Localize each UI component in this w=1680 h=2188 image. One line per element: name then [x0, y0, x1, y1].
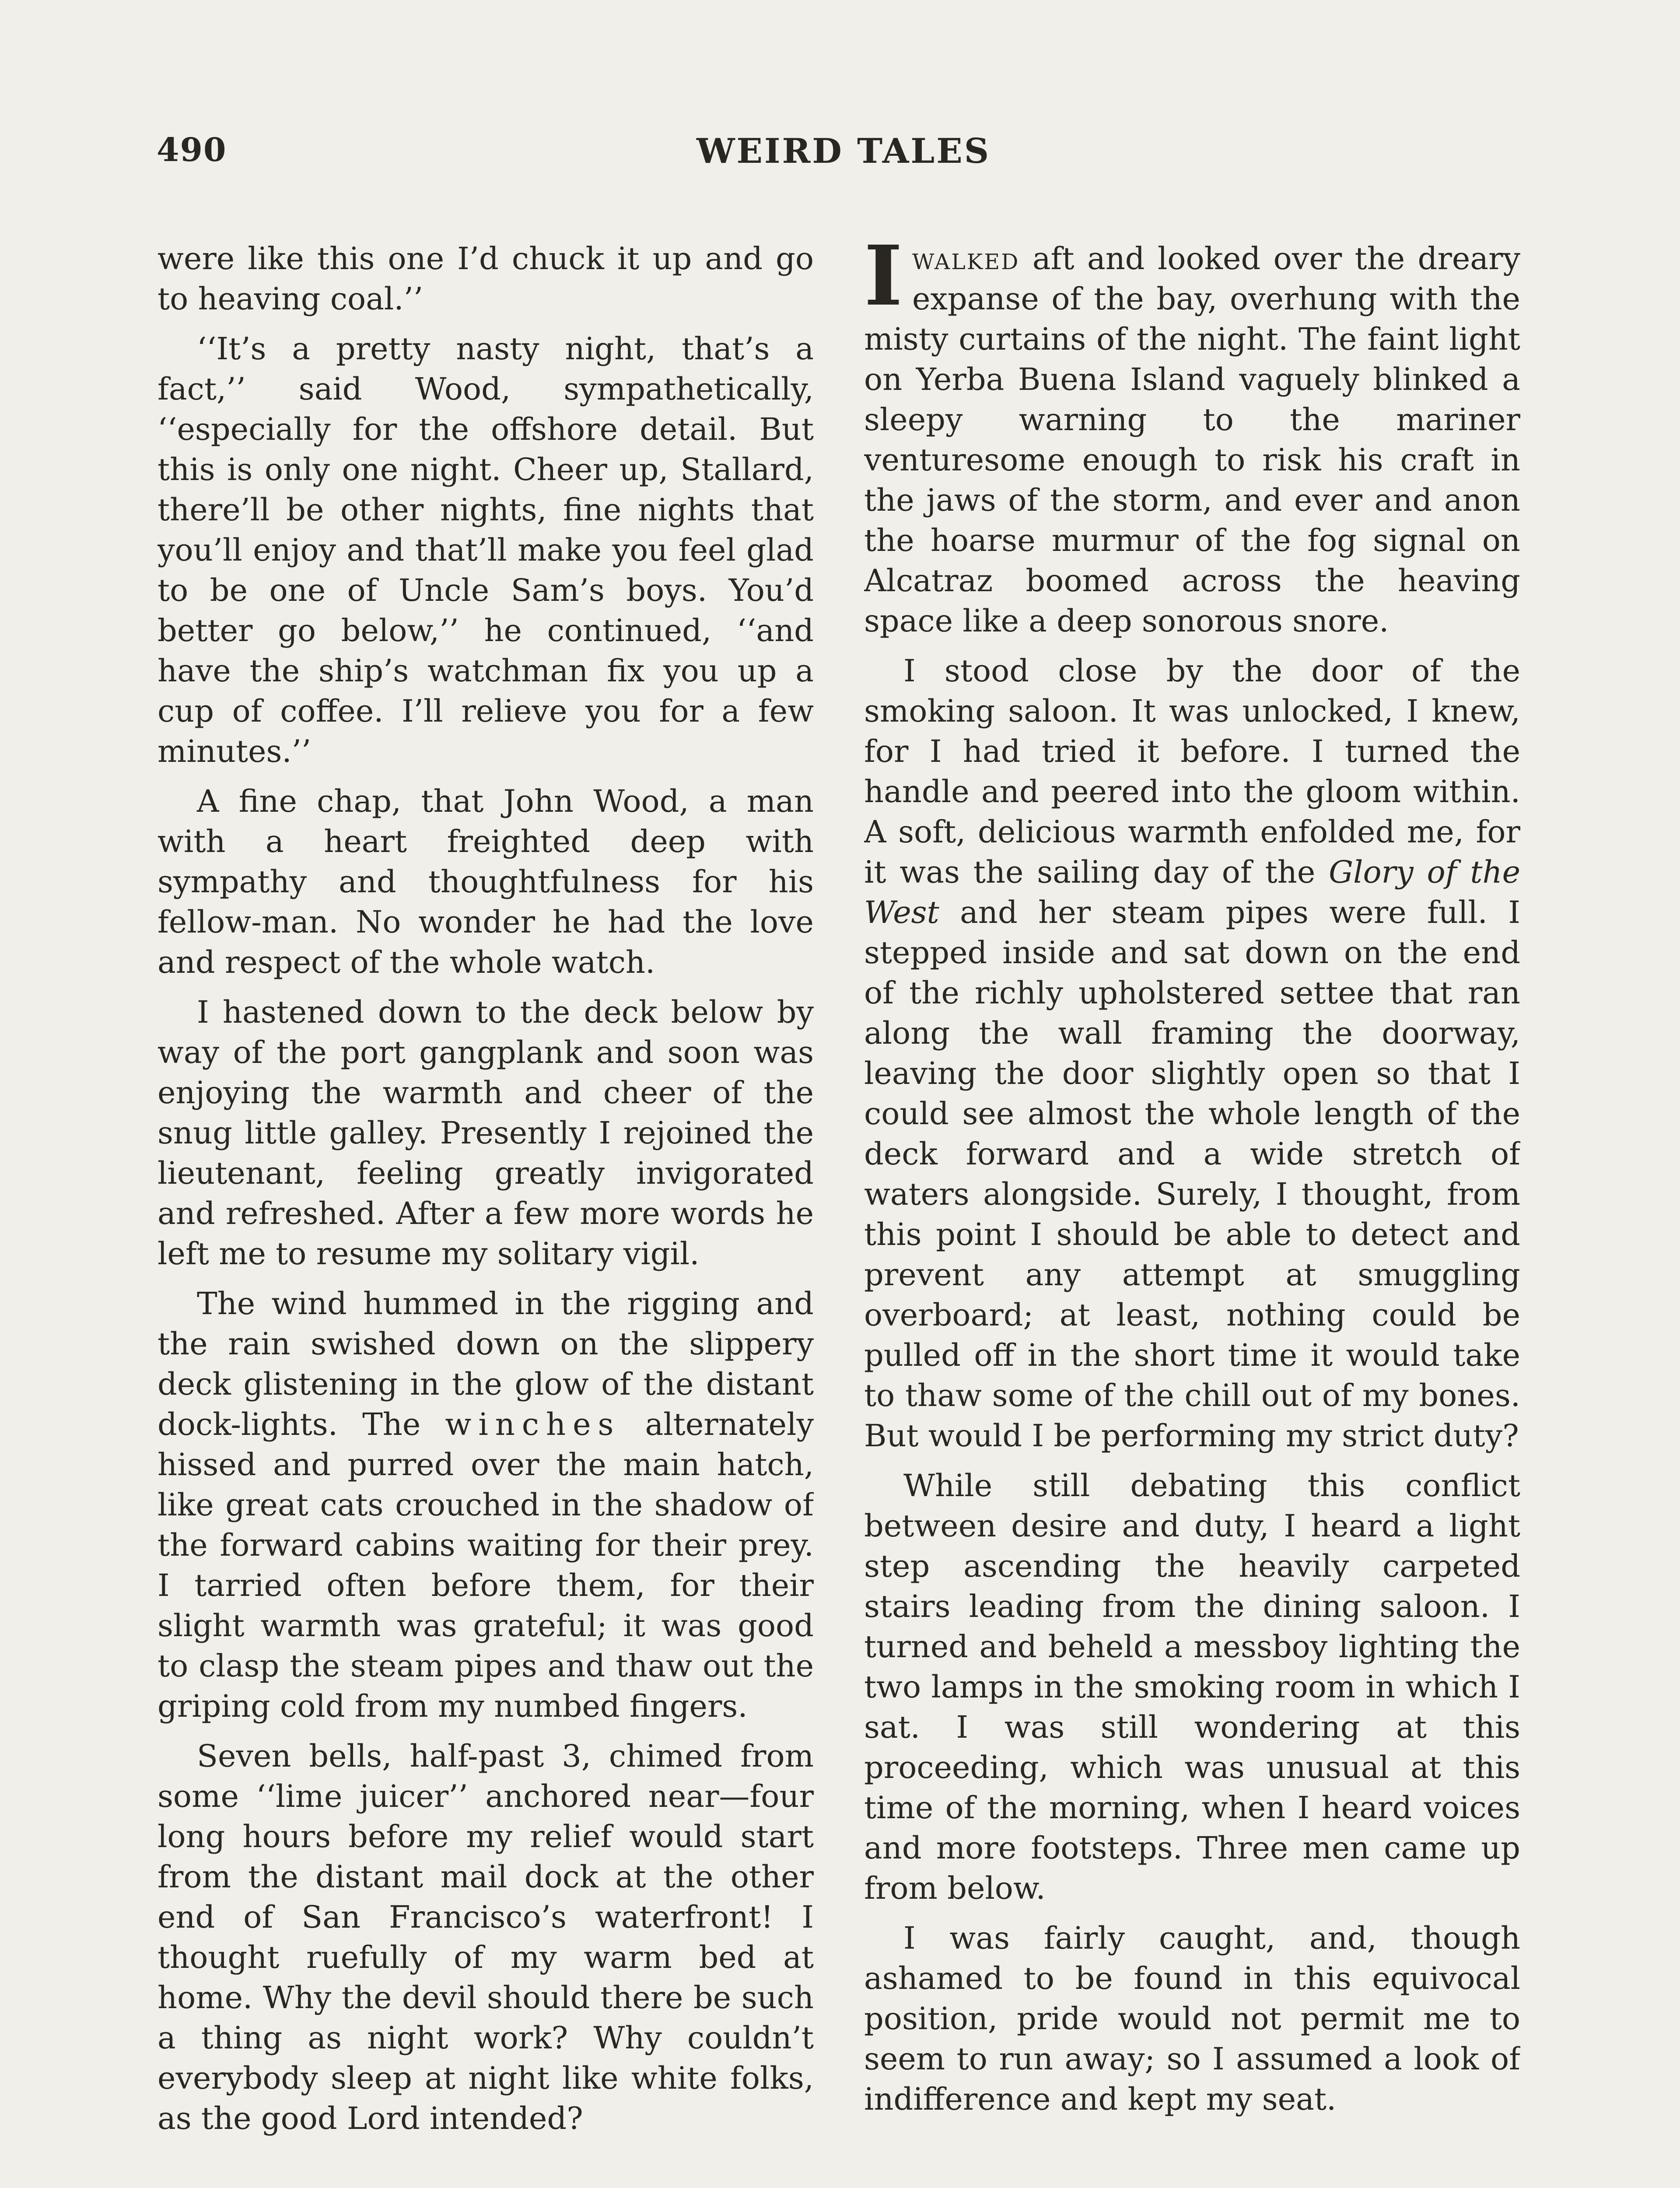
paragraph-text: alternately hissed and purred over the main hatch, like great cats crouched in the shadow of the forward cabins waiting for their prey. I tarried often before them, for their slight warmth was grateful; it was good to clasp the steam pipes and thaw out the griping cold from my numbed fingers. [158, 1406, 814, 1724]
paragraph [864, 651, 1520, 1456]
lead-word: walked [912, 241, 1020, 277]
ship-name: Glory of the West [864, 854, 1520, 930]
paragraph: Seven bells, half-past 3, chimed from some ‘‘lime juicer’’ anchored near—four long hours before my relief would start from the distant mail dock at the other end of San Francisco’s waterfront! I thought ruefully of my warm bed at home. Why the devil should there be such a thing as night work? Why couldn’t everybody sleep at night like white folks, as the good Lord intended? [158, 1738, 814, 2136]
page-header [157, 131, 1530, 184]
page-number: 490 [157, 131, 227, 169]
paragraph-text: aft and looked over the dreary expanse of the bay, overhung with the misty curtains of the night. The faint light on Yerba Buena Island vaguely blinked a sleepy warning to the mariner venturesome enough to risk his craft in the jaws of the storm, and ever and anon the hoarse murmur of the fog signal on Alcatraz boomed across the heaving space like a deep sonorous snore. [864, 241, 1520, 639]
paragraph [158, 1283, 814, 1726]
spaced-word: winches [445, 1406, 621, 1442]
paragraph: While still debating this conflict between desire and duty, I heard a light step ascending the heavily carpeted stairs leading from the dining saloon. I turned and beheld a messboy lighting the two lamps in the smoking room in which I sat. I was still wondering at this proceeding, which was unusual at this time of the morning, when I heard voices and more footsteps. Three men came up from below. [864, 1468, 1520, 1906]
paragraph: A fine chap, that John Wood, a man with a heart freighted deep with sympathy and thoughtfulness for his fellow-man. No wonder he had the love and respect of the whole watch. [158, 783, 814, 980]
running-title: WEIRD TALES [696, 131, 991, 171]
drop-cap: I [864, 238, 903, 324]
paragraph: I was fairly caught, and, though ashamed to be found in this equivocal position, pride would not permit me to seem to run away; so I assumed a look of indifference and kept my seat. [864, 1920, 1520, 2117]
paragraph: ‘‘It’s a pretty nasty night, that’s a fact,’’ said Wood, sympathetically, ‘‘especially for the offshore detail. But this is only one night. Cheer up, Stallard, there’ll be other nights, fine nights that you’ll enjoy and that’ll make you feel glad to be one of Uncle Sam’s boys. You’d better go below,’’ he continued, ‘‘and have the ship’s watchman fix you up a cup of coffee. I’ll relieve you for a few minutes.’’ [158, 331, 814, 769]
paragraph: were like this one I’d chuck it up and go to heaving coal.’’ [158, 241, 814, 317]
paragraph-text: The wind hummed in the rigging and the rain swished down on the slippery deck glistening in the glow of the distant dock-lights. The [158, 1286, 814, 1442]
paragraph-text: I stood close by the door of the smoking saloon. It was unlocked, I knew, for I had tried it before. I turned the handle and peered into the gloom within. A soft, delicious warmth enfolded me, for it was the sailing day of the [864, 653, 1520, 890]
paragraph: I hastened down to the deck below by way of the port gangplank and soon was enjoying the warmth and cheer of the snug little galley. Presently I rejoined the lieutenant, feeling greatly invigorated and refreshed. After a few more words he left me to resume my solitary vigil. [158, 994, 814, 1272]
paragraph-text: and her steam pipes were full. I stepped inside and sat down on the end of the richly upholstered settee that ran along the wall framing the doorway, leaving the door slightly open so that I could see almost the whole length of the deck forward and a wide stretch of waters alongside. Surely, I thought, from this point I should be able to detect and prevent any attempt at smuggling overboard; at least, nothing could be pulled off in the short time it would take to thaw some of the chill out of my bones. But would I be performing my strict duty? [864, 894, 1520, 1454]
right-column [864, 238, 1520, 2188]
opening-paragraph [864, 238, 1520, 641]
left-column [158, 238, 814, 2188]
